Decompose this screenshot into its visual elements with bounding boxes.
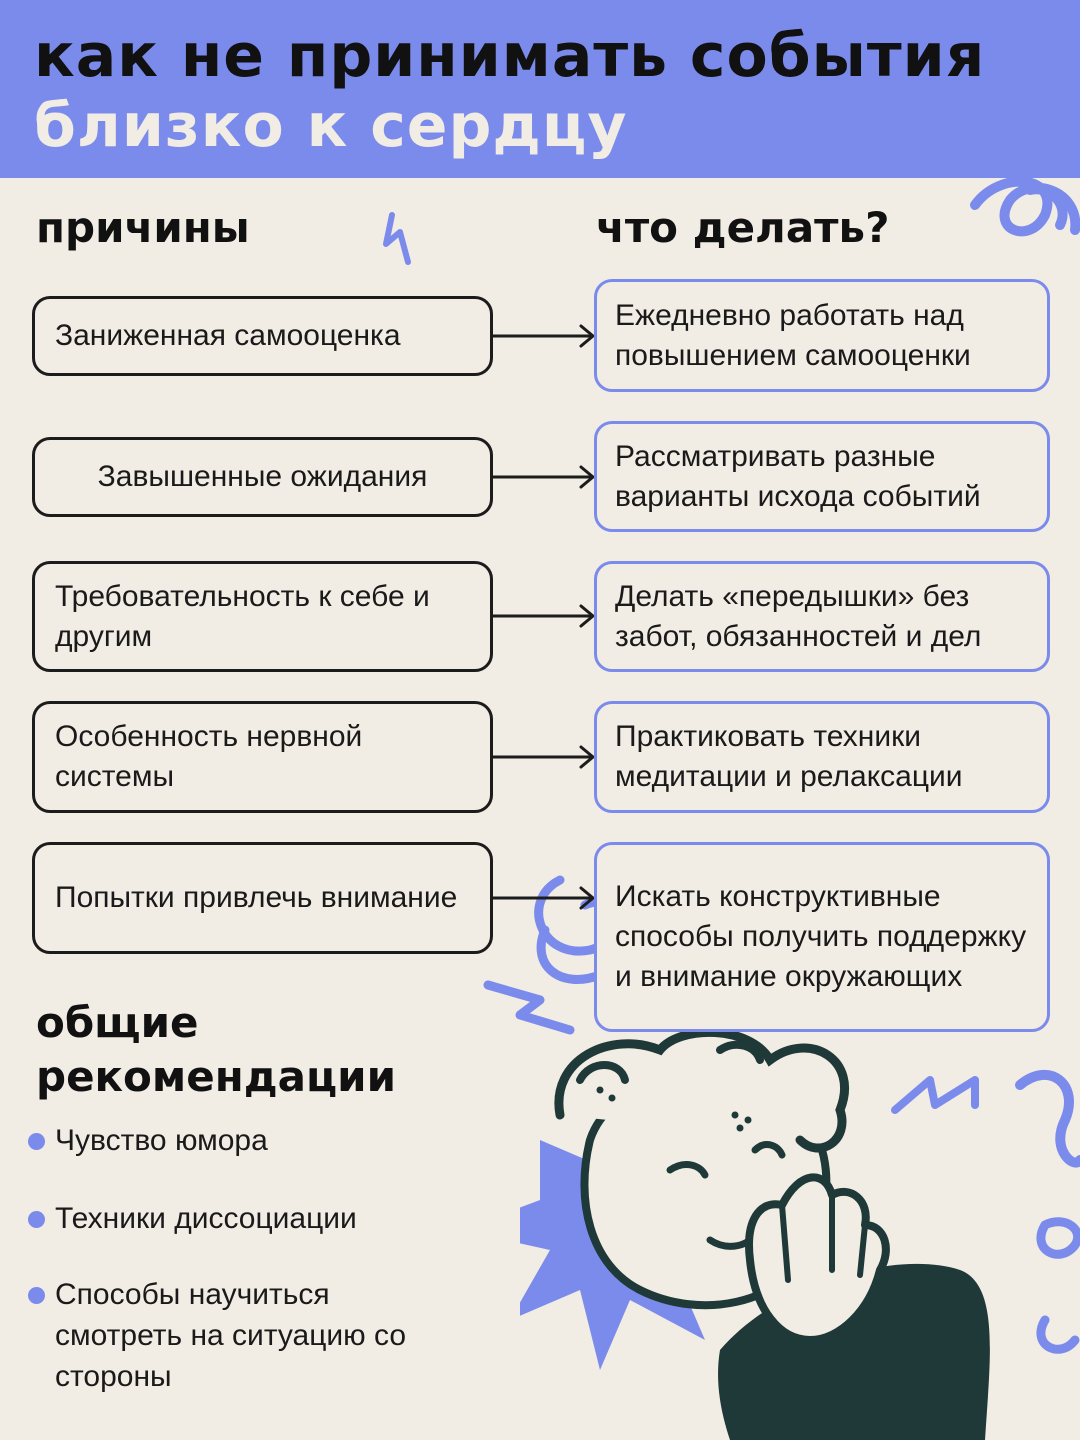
arrow-right-icon xyxy=(493,886,597,910)
action-box xyxy=(594,701,1050,813)
cause-box xyxy=(32,437,493,517)
cause-box xyxy=(32,561,493,672)
header-banner xyxy=(0,0,1080,178)
page-title-line-1: как не принимать события xyxy=(34,21,986,91)
cause-box xyxy=(32,296,493,376)
action-box xyxy=(594,279,1050,392)
cause-text: Заниженная самооценка xyxy=(55,319,401,352)
arrow-right-icon xyxy=(493,604,597,628)
cause-text: Завышенные ожидания xyxy=(97,460,428,493)
list-item-text: Чувство юмора xyxy=(55,1124,268,1157)
causes-heading: причины xyxy=(36,203,250,252)
page-title-line-2: близко к сердцу xyxy=(34,91,628,161)
bullet-icon xyxy=(28,1287,45,1304)
list-item xyxy=(28,1198,448,1239)
bullet-icon xyxy=(28,1133,45,1150)
list-item xyxy=(28,1120,448,1161)
action-text: Практиковать техники медитации и релаксации xyxy=(615,720,963,793)
list-item xyxy=(28,1274,448,1397)
action-box xyxy=(594,842,1050,1032)
list-item-text: Способы научиться смотреть на ситуацию со стороны xyxy=(55,1278,407,1393)
bullet-icon xyxy=(28,1211,45,1228)
actions-heading: что делать? xyxy=(596,203,890,252)
list-item-text: Техники диссоциации xyxy=(55,1202,357,1235)
cause-text: Попытки привлечь внимание xyxy=(55,881,458,914)
thinking-person-illustration-icon xyxy=(520,1020,1080,1440)
cause-box xyxy=(32,842,493,954)
arrow-right-icon xyxy=(493,324,597,348)
action-text: Делать «передышки» без забот, обязанностей и дел xyxy=(615,579,982,653)
action-box xyxy=(594,561,1050,672)
cause-text: Особенность нервной системы xyxy=(55,720,363,793)
arrow-right-icon xyxy=(493,465,597,489)
cause-box xyxy=(32,701,493,813)
cause-text: Требовательность к себе и другим xyxy=(55,579,430,653)
arrow-right-icon xyxy=(493,745,597,769)
action-text: Ежедневно работать над повышением самооценки xyxy=(615,298,971,372)
action-text: Рассматривать разные варианты исхода событий xyxy=(615,439,981,513)
action-text: Искать конструктивные способы получить поддержку и внимание окружающих xyxy=(615,880,1027,993)
action-box xyxy=(594,421,1050,532)
general-heading: общие рекомендации xyxy=(36,998,396,1101)
